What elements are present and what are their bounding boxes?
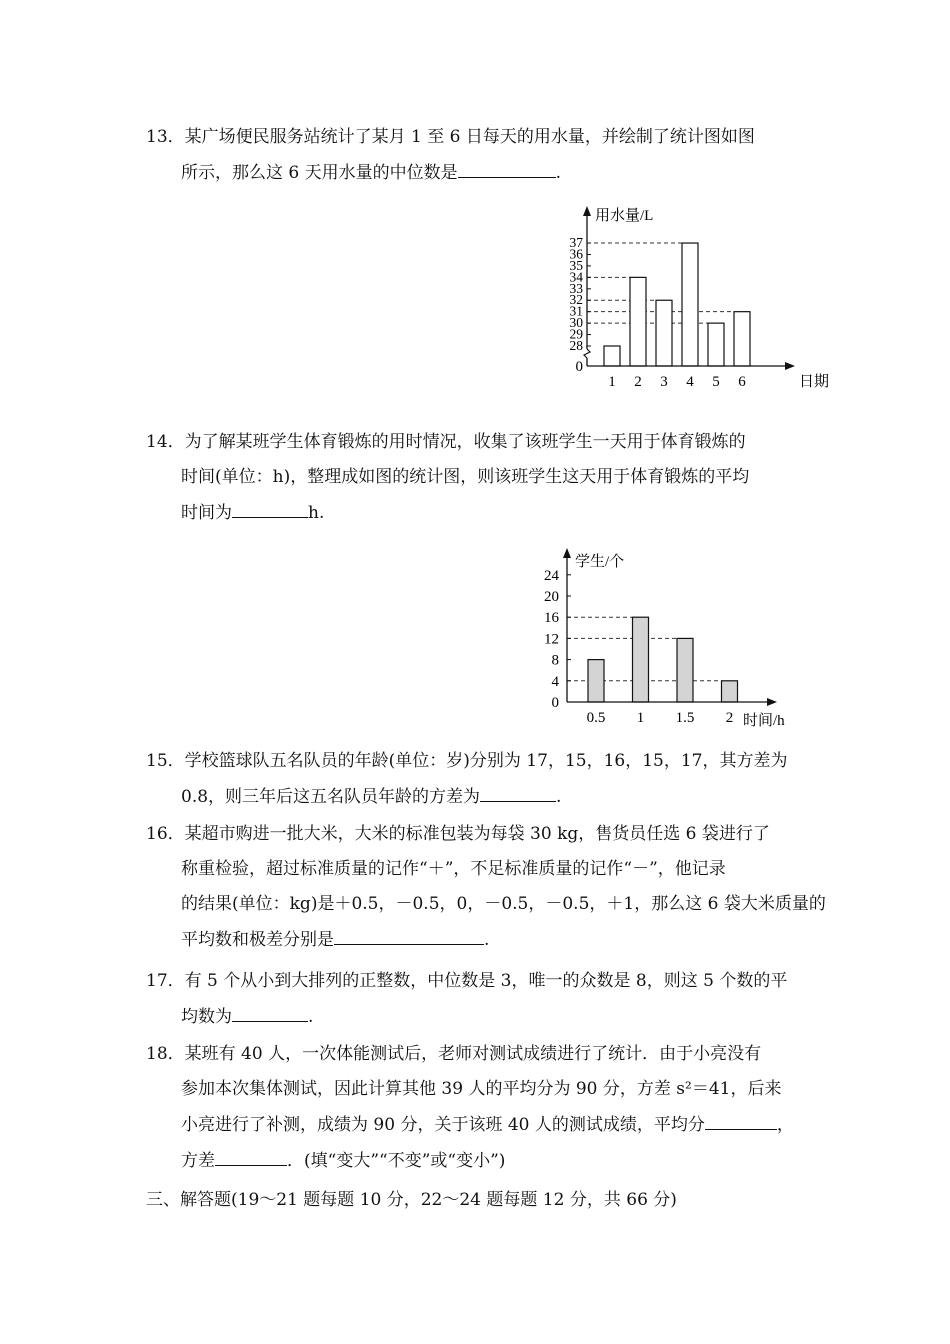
question-18 <box>146 1037 811 1179</box>
q16-line-2: 称重检验，超过标准质量的记作“＋”，不足标准质量的记作“－”，他记录 <box>181 859 726 879</box>
x-axis-label: 日期 <box>799 374 830 390</box>
question-17 <box>146 964 811 1035</box>
q16-answer-blank[interactable] <box>334 922 484 945</box>
bar-time-1-5 <box>677 638 693 702</box>
bar-day-5 <box>708 323 724 366</box>
q16-line-1: 16．某超市购进一批大米，大米的标准包装为每袋 30 kg，售货员任选 6 袋进行了 <box>146 824 770 844</box>
x-tick-2: 2 <box>725 710 734 726</box>
x-axis-label: 时间/h <box>743 713 785 729</box>
y-axis-arrow <box>563 548 571 558</box>
y-tick-0: 0 <box>575 359 583 375</box>
q15-line-2: 0.8，则三年后这五名队员年龄的方差为 . <box>146 779 811 815</box>
q18-line-1: 18．某班有 40 人，一次体能测试后，老师对测试成绩进行了统计．由于小亮没有 <box>146 1044 762 1064</box>
y-tick-24: 24 <box>544 567 559 584</box>
x-tick-4: 4 <box>686 374 694 390</box>
y-tick-12: 12 <box>544 631 559 648</box>
water-usage-bar-chart <box>555 198 830 396</box>
bar-time-2 <box>722 681 738 702</box>
q18-variance-blank[interactable] <box>215 1143 287 1166</box>
q13-line-1: 13．某广场便民服务站统计了某月 1 至 6 日每天的用水量，并绘制了统计图如图 <box>146 127 755 147</box>
x-tick-1: 1 <box>608 374 616 390</box>
exercise-time-bar-chart <box>535 542 815 732</box>
question-14 <box>146 425 811 531</box>
q16-line-3: 的结果(单位：kg)是＋0.5，－0.5，0，－0.5，－0.5，＋1，那么这 6 袋大米质量的 <box>181 894 826 914</box>
q14-line-3: 时间为 h. <box>146 495 811 531</box>
q17-line-1: 17．有 5 个从小到大排列的正整数，中位数是 3，唯一的众数是 8，则这 5 个数的平 <box>146 971 788 991</box>
y-tick-31: 31 <box>569 303 583 319</box>
y-tick-29: 29 <box>569 326 583 342</box>
question-16 <box>146 817 826 958</box>
q15-line-1: 15．学校篮球队五名队员的年龄(单位：岁)分别为 17，15，16，15，17，其方差为 <box>146 751 788 771</box>
q15-answer-blank[interactable] <box>480 779 556 802</box>
bar-day-6 <box>734 312 750 366</box>
x-axis-arrow <box>767 698 777 706</box>
q13-line-2: 所示，那么这 6 天用水量的中位数是 . <box>146 155 811 191</box>
q17-line-2: 均数为 . <box>146 999 811 1035</box>
q16-number: 16． <box>146 824 185 844</box>
y-axis-arrow <box>583 206 591 216</box>
y-tick-33: 33 <box>569 280 583 296</box>
y-tick-16: 16 <box>544 610 559 627</box>
bar-day-3 <box>656 300 672 366</box>
y-axis-break <box>584 349 590 358</box>
x-tick-1-5: 1.5 <box>675 710 695 726</box>
q16-line-4: 平均数和极差分别是 . <box>146 922 811 958</box>
y-tick-37: 37 <box>569 235 583 251</box>
bar-time-1 <box>633 617 649 702</box>
q18-line-4: 方差 ．(填“变大”“不变”或“变小”) <box>146 1143 811 1179</box>
y-tick-30: 30 <box>569 315 583 331</box>
x-tick-6: 6 <box>738 374 746 390</box>
section-3-heading: 三、解答题(19～21 题每题 10 分，22～24 题每题 12 分，共 66 分) <box>146 1190 677 1210</box>
x-tick-1: 1 <box>636 710 645 726</box>
question-15 <box>146 744 811 815</box>
q14-answer-blank[interactable] <box>232 495 308 518</box>
y-tick-20: 20 <box>544 589 559 605</box>
y-tick-34: 34 <box>569 269 583 285</box>
q15-number: 15． <box>146 751 185 771</box>
x-tick-0-5: 0.5 <box>586 710 606 726</box>
y-tick-35: 35 <box>569 257 583 273</box>
question-13 <box>146 120 811 191</box>
q18-average-blank[interactable] <box>705 1107 777 1130</box>
bar-day-4 <box>682 243 698 366</box>
x-tick-2: 2 <box>634 374 642 390</box>
q14-line-2: 时间(单位：h)，整理成如图的统计图，则该班学生这天用于体育锻炼的平均 <box>181 467 750 487</box>
x-tick-5: 5 <box>712 374 720 390</box>
q13-number: 13． <box>146 127 185 147</box>
y-tick-32: 32 <box>569 292 583 308</box>
y-tick-36: 36 <box>569 246 583 262</box>
x-axis-arrow <box>785 362 795 370</box>
q17-number: 17． <box>146 971 185 991</box>
bar-day-2 <box>630 277 646 366</box>
x-tick-3: 3 <box>660 374 668 390</box>
q18-line-2: 参加本次集体测试，因此计算其他 39 人的平均分为 90 分，方差 s²＝41，后来 <box>181 1079 782 1099</box>
y-tick-8: 8 <box>551 652 559 669</box>
y-axis-label: 用水量/L <box>595 208 654 224</box>
q18-line-3: 小亮进行了补测，成绩为 90 分，关于该班 40 人的测试成绩，平均分 ， <box>146 1107 811 1143</box>
y-axis-label: 学生/个 <box>575 554 625 570</box>
q17-answer-blank[interactable] <box>232 999 308 1022</box>
bar-time-0-5 <box>588 660 604 702</box>
q18-number: 18． <box>146 1044 185 1064</box>
y-tick-4: 4 <box>551 673 559 690</box>
q13-answer-blank[interactable] <box>458 155 556 178</box>
q14-line-1: 14．为了解某班学生体育锻炼的用时情况，收集了该班学生一天用于体育锻炼的 <box>146 432 746 452</box>
y-tick-0: 0 <box>551 695 559 711</box>
q14-number: 14． <box>146 432 185 452</box>
bar-day-1 <box>604 346 620 366</box>
y-tick-28: 28 <box>569 338 583 353</box>
